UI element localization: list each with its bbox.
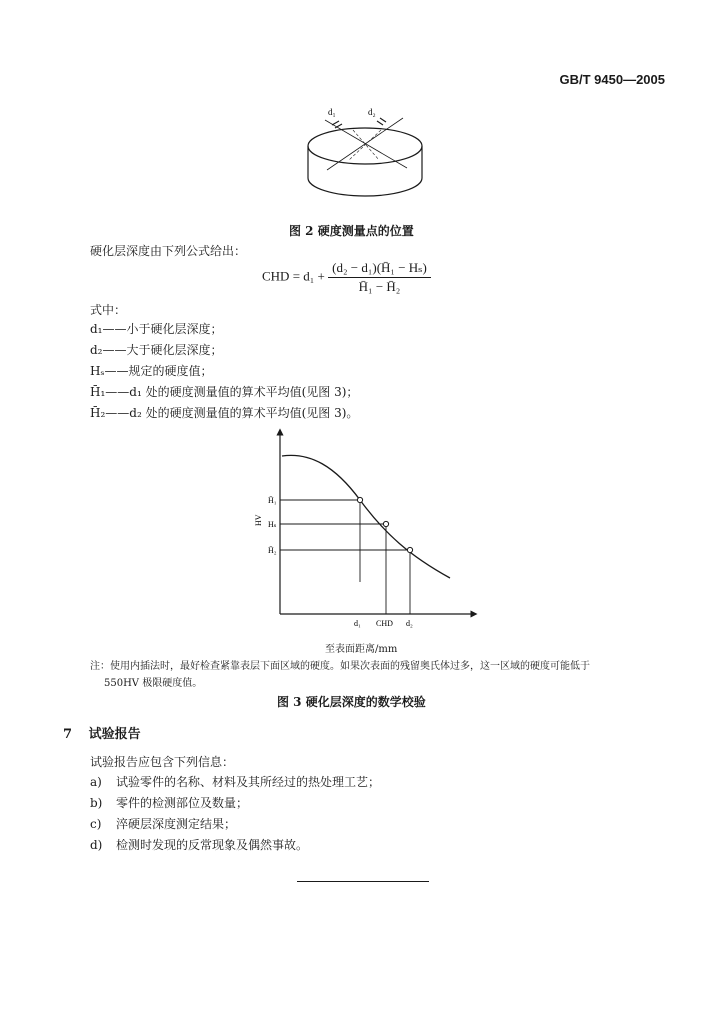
report-item-d [90, 836, 308, 853]
item-text: 试验零件的名称、材料及其所经过的热处理工艺； [116, 775, 381, 789]
tick-hs: Hₛ [268, 520, 277, 529]
end-rule [297, 881, 429, 882]
figure-3-caption: 图 3 硬化层深度的数学校验 [277, 695, 426, 709]
hardness-curve [282, 455, 450, 578]
definition-text: ——d₂ 处的硬度测量值的算术平均值(见图 3)。 [105, 406, 359, 420]
definition-h2 [90, 404, 358, 421]
measurement-point-d1 [332, 121, 342, 128]
definition-h1 [90, 383, 358, 400]
section-number: 7 [63, 727, 73, 742]
figure-3-hardness-curve [240, 426, 480, 638]
definition-text: ——大于硬化层深度； [102, 343, 223, 357]
item-marker: b) [90, 796, 103, 810]
figure-2-cylinder-diagram [295, 104, 435, 204]
item-text: 淬硬层深度测定结果； [116, 817, 237, 831]
definition-symbol: H̄₁ [90, 385, 106, 399]
tick-d1: d₁ [354, 619, 361, 628]
y-axis-label: HV [254, 514, 263, 526]
definition-symbol: d₁ [90, 322, 103, 336]
section-7-intro: 试验报告应包含下列信息： [90, 755, 235, 769]
figure-3-note-line-2: 550HV 极限硬度值。 [104, 678, 203, 689]
tick-d2: d₂ [406, 619, 413, 628]
section-line-3 [353, 130, 379, 160]
formula-denominator: H̄₁ − H̄₂ [358, 279, 401, 294]
formula-intro: 硬化层深度由下列公式给出： [90, 244, 247, 258]
definition-symbol: d₂ [90, 343, 103, 357]
figure-3-x-axis-label: 至表面距离/mm [325, 644, 398, 655]
definition-d2 [90, 341, 223, 358]
label-d2: d₂ [368, 107, 376, 117]
figure-3-note-line-1: 注：使用内插法时，最好检查紧靠表层下面区域的硬度。如果次表面的残留奥氏体过多，这一区域的硬度可能低于 [90, 661, 590, 672]
formula-numerator: (d₂ − d₁)(H̄₁ − Hₛ) [328, 260, 431, 278]
item-marker: a) [90, 775, 102, 789]
cylinder-top-ellipse [308, 128, 422, 164]
definition-text: ——小于硬化层深度； [102, 322, 223, 336]
tick-chd: CHD [376, 619, 393, 628]
point-hs [383, 521, 388, 526]
definition-symbol: Hₛ [90, 364, 105, 378]
measurement-point-d2 [377, 118, 386, 125]
item-marker: d) [90, 838, 103, 852]
where-label: 式中： [90, 303, 127, 317]
definition-symbol: H̄₂ [90, 406, 106, 420]
tick-h1: H̄₁ [268, 496, 277, 505]
item-marker: c) [90, 817, 102, 831]
section-7-heading [63, 723, 141, 742]
item-text: 检测时发现的反常现象及偶然事故。 [116, 838, 309, 852]
tick-h2: H̄₂ [268, 546, 277, 555]
report-item-b [90, 794, 248, 811]
report-item-c [90, 815, 236, 832]
item-text: 零件的检测部位及数量； [116, 796, 249, 810]
label-d1: d₁ [328, 107, 336, 117]
definition-hs [90, 362, 213, 379]
chd-formula [262, 260, 431, 295]
report-item-a [90, 773, 380, 790]
definition-text: ——规定的硬度值； [104, 364, 213, 378]
definition-text: ——d₁ 处的硬度测量值的算术平均值(见图 3)； [105, 385, 359, 399]
formula-fraction [328, 260, 431, 295]
point-h2 [407, 547, 412, 552]
standard-number: GB/T 9450—2005 [559, 72, 665, 87]
section-line-4 [349, 130, 381, 160]
point-h1 [357, 497, 362, 502]
section-title: 试验报告 [88, 727, 141, 742]
formula-lhs: CHD = d₁ + [262, 268, 325, 284]
figure-2-caption: 图 2 硬度测量点的位置 [289, 224, 414, 238]
definition-d1 [90, 320, 223, 337]
cylinder-bottom-arc [308, 178, 422, 196]
